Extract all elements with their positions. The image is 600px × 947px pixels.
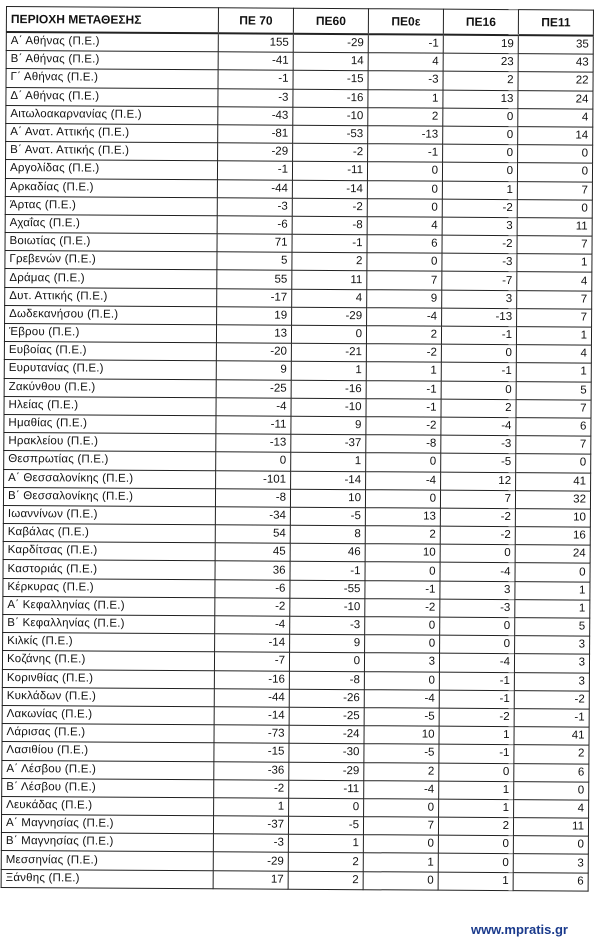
value-cell-pe11: -1 xyxy=(514,709,589,728)
value-cell-pe06: -8 xyxy=(366,435,441,454)
value-cell-pe11: 6 xyxy=(513,872,588,891)
value-cell-pe16: 1 xyxy=(439,781,514,800)
value-cell-pe70: 0 xyxy=(216,452,291,471)
value-cell-pe16: 19 xyxy=(443,35,518,54)
column-header-pe70: ΠΕ 70 xyxy=(218,8,293,34)
value-cell-pe16: -2 xyxy=(442,235,517,254)
region-cell: Κιλκίς (Π.Ε.) xyxy=(3,633,215,652)
value-cell-pe11: 22 xyxy=(518,72,593,91)
value-cell-pe60: -26 xyxy=(289,689,364,708)
value-cell-pe11: 0 xyxy=(517,163,592,182)
value-cell-pe60: 4 xyxy=(292,289,367,308)
value-cell-pe11: 2 xyxy=(514,745,589,764)
region-cell: Ζακύνθου (Π.Ε.) xyxy=(4,378,216,397)
value-cell-pe16: 2 xyxy=(441,399,516,418)
value-cell-pe11: 7 xyxy=(517,308,592,327)
value-cell-pe16: 0 xyxy=(439,763,514,782)
region-cell: Ημαθίας (Π.Ε.) xyxy=(4,414,216,433)
value-cell-pe11: 24 xyxy=(515,545,590,564)
value-cell-pe70: -8 xyxy=(215,488,290,507)
value-cell-pe70: -6 xyxy=(215,579,290,598)
value-cell-pe06: 0 xyxy=(363,835,438,854)
value-cell-pe60: 1 xyxy=(291,362,366,381)
value-cell-pe60: -1 xyxy=(292,234,367,253)
value-cell-pe16: 1 xyxy=(442,181,517,200)
value-cell-pe60: -11 xyxy=(292,162,367,181)
value-cell-pe11: 4 xyxy=(514,799,589,818)
value-cell-pe70: -25 xyxy=(216,379,291,398)
value-cell-pe16: -4 xyxy=(440,563,515,582)
region-cell: Βοιωτίας (Π.Ε.) xyxy=(5,233,217,252)
value-cell-pe60: -5 xyxy=(288,816,363,835)
value-cell-pe70: 55 xyxy=(217,270,292,289)
value-cell-pe60: -30 xyxy=(289,744,364,763)
value-cell-pe11: 5 xyxy=(515,618,590,637)
region-cell: Β΄ Ανατ. Αττικής (Π.Ε.) xyxy=(6,142,218,161)
value-cell-pe06: 9 xyxy=(367,289,442,308)
region-cell: Β΄ Μαγνησίας (Π.Ε.) xyxy=(1,833,213,852)
value-cell-pe06: 10 xyxy=(364,726,439,745)
region-cell: Δυτ. Αττικής (Π.Ε.) xyxy=(5,287,217,306)
value-cell-pe16: 2 xyxy=(443,72,518,91)
region-cell: Ευρυτανίας (Π.Ε.) xyxy=(4,360,216,379)
value-cell-pe16: -3 xyxy=(441,435,516,454)
value-cell-pe60: -10 xyxy=(291,398,366,417)
value-cell-pe16: 23 xyxy=(443,53,518,72)
value-cell-pe06: -4 xyxy=(367,308,442,327)
value-cell-pe60: -37 xyxy=(291,434,366,453)
value-cell-pe60: -21 xyxy=(291,343,366,362)
value-cell-pe11: 4 xyxy=(518,108,593,127)
value-cell-pe06: 10 xyxy=(365,544,440,563)
value-cell-pe06: -13 xyxy=(368,126,443,145)
value-cell-pe60: -29 xyxy=(289,762,364,781)
value-cell-pe11: 3 xyxy=(513,854,588,873)
region-cell: Αργολίδας (Π.Ε.) xyxy=(5,160,217,179)
value-cell-pe60: -16 xyxy=(293,89,368,108)
value-cell-pe70: -101 xyxy=(216,470,291,489)
region-cell: Α΄ Θεσσαλονίκης (Π.Ε.) xyxy=(4,469,216,488)
value-cell-pe16: 0 xyxy=(438,854,513,873)
value-cell-pe11: 6 xyxy=(516,418,591,437)
column-header-pe16: ΠΕ16 xyxy=(443,9,518,35)
value-cell-pe11: 4 xyxy=(517,272,592,291)
value-cell-pe11: 3 xyxy=(514,654,589,673)
value-cell-pe11: 1 xyxy=(515,599,590,618)
value-cell-pe11: 24 xyxy=(518,90,593,109)
value-cell-pe16: 0 xyxy=(441,344,516,363)
value-cell-pe16: 0 xyxy=(440,635,515,654)
value-cell-pe16: -13 xyxy=(442,308,517,327)
table-row xyxy=(1,869,588,891)
region-cell: Κορινθίας (Π.Ε.) xyxy=(2,669,214,688)
value-cell-pe06: -4 xyxy=(366,471,441,490)
region-cell: Καστοριάς (Π.Ε.) xyxy=(3,560,215,579)
value-cell-pe70: -73 xyxy=(214,725,289,744)
value-cell-pe70: -14 xyxy=(215,634,290,653)
value-cell-pe06: 0 xyxy=(365,562,440,581)
region-cell: Ηλείας (Π.Ε.) xyxy=(4,396,216,415)
column-header-pe06: ΠΕ0ε xyxy=(368,9,443,35)
region-cell: Μεσσηνίας (Π.Ε.) xyxy=(1,851,213,870)
value-cell-pe11: 1 xyxy=(517,254,592,273)
region-cell: Καρδίτσας (Π.Ε.) xyxy=(3,542,215,561)
value-cell-pe70: -1 xyxy=(217,161,292,180)
value-cell-pe16: 0 xyxy=(440,544,515,563)
value-cell-pe16: 3 xyxy=(442,217,517,236)
column-header-pe60: ΠΕ60 xyxy=(293,8,368,34)
region-cell: Κέρκυρας (Π.Ε.) xyxy=(3,578,215,597)
value-cell-pe16: 0 xyxy=(443,108,518,127)
value-cell-pe06: 0 xyxy=(366,453,441,472)
value-cell-pe06: -4 xyxy=(364,689,439,708)
value-cell-pe11: 0 xyxy=(515,563,590,582)
value-cell-pe11: 4 xyxy=(516,345,591,364)
value-cell-pe60: 2 xyxy=(292,253,367,272)
value-cell-pe11: 14 xyxy=(518,127,593,146)
value-cell-pe16: -7 xyxy=(442,272,517,291)
website-label: www.mpratis.gr xyxy=(470,922,568,937)
value-cell-pe16: -1 xyxy=(441,363,516,382)
value-cell-pe60: -14 xyxy=(292,180,367,199)
value-cell-pe60: -2 xyxy=(292,198,367,217)
value-cell-pe11: 7 xyxy=(517,236,592,255)
region-cell: Α΄ Ανατ. Αττικής (Π.Ε.) xyxy=(6,123,218,142)
value-cell-pe70: 9 xyxy=(216,361,291,380)
value-cell-pe60: -55 xyxy=(290,580,365,599)
value-cell-pe06: 0 xyxy=(365,635,440,654)
region-cell: Α΄ Λέσβου (Π.Ε.) xyxy=(2,760,214,779)
value-cell-pe60: 8 xyxy=(290,525,365,544)
value-cell-pe06: 0 xyxy=(363,871,438,890)
value-cell-pe70: -11 xyxy=(216,416,291,435)
value-cell-pe60: 11 xyxy=(292,271,367,290)
value-cell-pe70: -2 xyxy=(215,598,290,617)
value-cell-pe06: 1 xyxy=(368,89,443,108)
value-cell-pe16: -5 xyxy=(441,453,516,472)
value-cell-pe16: 12 xyxy=(441,472,516,491)
region-cell: Ξάνθης (Π.Ε.) xyxy=(1,869,213,888)
region-cell: Δράμας (Π.Ε.) xyxy=(5,269,217,288)
value-cell-pe11: 11 xyxy=(513,818,588,837)
value-cell-pe06: -2 xyxy=(366,417,441,436)
column-header-pe11: ΠΕ11 xyxy=(518,10,593,36)
value-cell-pe11: 43 xyxy=(518,54,593,73)
value-cell-pe06: 2 xyxy=(368,107,443,126)
value-cell-pe06: -2 xyxy=(365,599,440,618)
value-cell-pe16: -1 xyxy=(439,744,514,763)
value-cell-pe06: 0 xyxy=(365,489,440,508)
region-cell: Λακωνίας (Π.Ε.) xyxy=(2,705,214,724)
region-cell: Κοζάνης (Π.Ε.) xyxy=(2,651,214,670)
value-cell-pe16: -1 xyxy=(439,690,514,709)
value-cell-pe16: 13 xyxy=(443,90,518,109)
value-cell-pe06: 13 xyxy=(365,508,440,527)
value-cell-pe70: 17 xyxy=(213,870,288,889)
value-cell-pe06: -1 xyxy=(366,380,441,399)
value-cell-pe16: -2 xyxy=(440,508,515,527)
value-cell-pe11: 1 xyxy=(516,363,591,382)
value-cell-pe06: 0 xyxy=(364,799,439,818)
value-cell-pe70: 155 xyxy=(218,33,293,52)
value-cell-pe60: -29 xyxy=(292,307,367,326)
value-cell-pe16: -4 xyxy=(439,654,514,673)
value-cell-pe70: 45 xyxy=(215,543,290,562)
value-cell-pe70: -13 xyxy=(216,434,291,453)
value-cell-pe16: 0 xyxy=(443,144,518,163)
region-cell: Γ΄ Αθήνας (Π.Ε.) xyxy=(6,69,218,88)
value-cell-pe60: 1 xyxy=(291,453,366,472)
value-cell-pe70: -17 xyxy=(217,288,292,307)
value-cell-pe06: 0 xyxy=(364,671,439,690)
value-cell-pe60: -10 xyxy=(290,598,365,617)
value-cell-pe60: 10 xyxy=(290,489,365,508)
value-cell-pe06: 2 xyxy=(366,326,441,345)
value-cell-pe06: 7 xyxy=(363,817,438,836)
value-cell-pe60: -8 xyxy=(289,671,364,690)
value-cell-pe60: 2 xyxy=(288,871,363,890)
value-cell-pe11: 0 xyxy=(513,836,588,855)
value-cell-pe16: -1 xyxy=(439,672,514,691)
region-cell: Β΄ Λέσβου (Π.Ε.) xyxy=(2,778,214,797)
value-cell-pe60: -53 xyxy=(293,125,368,144)
value-cell-pe06: 1 xyxy=(366,362,441,381)
region-cell: Ιωαννίνων (Π.Ε.) xyxy=(3,505,215,524)
value-cell-pe11: 41 xyxy=(514,727,589,746)
value-cell-pe70: -4 xyxy=(216,398,291,417)
region-cell: Λευκάδας (Π.Ε.) xyxy=(2,796,214,815)
value-cell-pe11: 0 xyxy=(516,454,591,473)
value-cell-pe06: -5 xyxy=(364,708,439,727)
value-cell-pe70: -44 xyxy=(217,179,292,198)
value-cell-pe70: 71 xyxy=(217,234,292,253)
value-cell-pe70: -3 xyxy=(213,834,288,853)
value-cell-pe60: -11 xyxy=(289,780,364,799)
value-cell-pe60: -5 xyxy=(290,507,365,526)
value-cell-pe11: 6 xyxy=(514,763,589,782)
value-cell-pe60: 2 xyxy=(288,853,363,872)
value-cell-pe70: -3 xyxy=(218,88,293,107)
value-cell-pe16: -1 xyxy=(441,326,516,345)
value-cell-pe16: 1 xyxy=(439,726,514,745)
value-cell-pe11: 7 xyxy=(517,290,592,309)
value-cell-pe11: 7 xyxy=(517,181,592,200)
value-cell-pe06: 6 xyxy=(367,235,442,254)
value-cell-pe06: 3 xyxy=(364,653,439,672)
value-cell-pe06: -5 xyxy=(364,744,439,763)
value-cell-pe06: 0 xyxy=(365,617,440,636)
value-cell-pe11: 3 xyxy=(514,672,589,691)
region-cell: Αιτωλοακαρνανίας (Π.Ε.) xyxy=(6,105,218,124)
value-cell-pe06: -1 xyxy=(368,144,443,163)
value-cell-pe70: -14 xyxy=(214,707,289,726)
value-cell-pe06: 2 xyxy=(365,526,440,545)
value-cell-pe60: -16 xyxy=(291,380,366,399)
value-cell-pe11: 11 xyxy=(517,218,592,237)
value-cell-pe60: -3 xyxy=(290,616,365,635)
header-row xyxy=(6,7,593,36)
value-cell-pe16: -2 xyxy=(442,199,517,218)
value-cell-pe60: -8 xyxy=(292,216,367,235)
region-cell: Λάρισας (Π.Ε.) xyxy=(2,724,214,743)
value-cell-pe70: -29 xyxy=(213,852,288,871)
region-cell: Β΄ Αθήνας (Π.Ε.) xyxy=(6,51,218,70)
value-cell-pe06: -2 xyxy=(366,344,441,363)
value-cell-pe16: 0 xyxy=(440,617,515,636)
value-cell-pe06: -3 xyxy=(368,71,443,90)
region-cell: Αχαΐας (Π.Ε.) xyxy=(5,214,217,233)
region-cell: Δωδεκανήσου (Π.Ε.) xyxy=(5,305,217,324)
region-cell: Ηρακλείου (Π.Ε.) xyxy=(4,433,216,452)
value-cell-pe06: 0 xyxy=(367,162,442,181)
value-cell-pe16: 3 xyxy=(440,581,515,600)
value-cell-pe60: 0 xyxy=(291,325,366,344)
value-cell-pe60: 9 xyxy=(290,634,365,653)
value-cell-pe70: -37 xyxy=(213,816,288,835)
region-cell: Δ΄ Αθήνας (Π.Ε.) xyxy=(6,87,218,106)
value-cell-pe16: 0 xyxy=(443,126,518,145)
value-cell-pe70: -3 xyxy=(217,197,292,216)
value-cell-pe70: 5 xyxy=(217,252,292,271)
value-cell-pe06: 0 xyxy=(367,180,442,199)
value-cell-pe60: -15 xyxy=(293,71,368,90)
value-cell-pe11: 1 xyxy=(516,327,591,346)
value-cell-pe16: 0 xyxy=(442,162,517,181)
value-cell-pe70: 13 xyxy=(216,325,291,344)
value-cell-pe16: 1 xyxy=(438,872,513,891)
value-cell-pe70: 54 xyxy=(215,525,290,544)
value-cell-pe06: 2 xyxy=(364,762,439,781)
value-cell-pe11: 7 xyxy=(516,436,591,455)
value-cell-pe06: -1 xyxy=(368,34,443,53)
value-cell-pe16: -3 xyxy=(440,599,515,618)
region-cell: Θεσπρωτίας (Π.Ε.) xyxy=(4,451,216,470)
value-cell-pe60: -29 xyxy=(293,34,368,53)
value-cell-pe60: -14 xyxy=(291,471,366,490)
value-cell-pe11: 16 xyxy=(515,527,590,546)
value-cell-pe06: -1 xyxy=(365,580,440,599)
value-cell-pe70: 1 xyxy=(214,798,289,817)
value-cell-pe60: -2 xyxy=(293,143,368,162)
value-cell-pe70: -81 xyxy=(218,125,293,144)
value-cell-pe70: -36 xyxy=(214,761,289,780)
value-cell-pe60: 9 xyxy=(291,416,366,435)
value-cell-pe11: 5 xyxy=(516,381,591,400)
region-cell: Αρκαδίας (Π.Ε.) xyxy=(5,178,217,197)
value-cell-pe11: -2 xyxy=(514,690,589,709)
value-cell-pe16: -2 xyxy=(440,526,515,545)
value-cell-pe60: 0 xyxy=(289,653,364,672)
value-cell-pe06: 0 xyxy=(367,253,442,272)
value-cell-pe16: 7 xyxy=(440,490,515,509)
value-cell-pe16: 1 xyxy=(439,799,514,818)
value-cell-pe70: -29 xyxy=(218,143,293,162)
region-cell: Άρτας (Π.Ε.) xyxy=(5,196,217,215)
column-header-region: ΠΕΡΙΟΧΗ ΜΕΤΑΘΕΣΗΣ xyxy=(6,7,218,34)
value-cell-pe16: -3 xyxy=(442,253,517,272)
transfer-table xyxy=(1,6,594,891)
value-cell-pe16: -4 xyxy=(441,417,516,436)
value-cell-pe06: 4 xyxy=(367,217,442,236)
value-cell-pe60: 1 xyxy=(288,834,363,853)
region-cell: Β΄ Θεσσαλονίκης (Π.Ε.) xyxy=(3,487,215,506)
value-cell-pe16: -2 xyxy=(439,708,514,727)
value-cell-pe06: -1 xyxy=(366,398,441,417)
value-cell-pe70: -16 xyxy=(214,670,289,689)
value-cell-pe11: 0 xyxy=(518,145,593,164)
value-cell-pe70: -20 xyxy=(216,343,291,362)
value-cell-pe60: -25 xyxy=(289,707,364,726)
value-cell-pe60: -1 xyxy=(290,562,365,581)
value-cell-pe06: 7 xyxy=(367,271,442,290)
value-cell-pe70: -4 xyxy=(215,616,290,635)
value-cell-pe11: 32 xyxy=(515,490,590,509)
region-cell: Έβρου (Π.Ε.) xyxy=(4,323,216,342)
value-cell-pe06: 0 xyxy=(367,198,442,217)
region-cell: Ευβοίας (Π.Ε.) xyxy=(4,342,216,361)
value-cell-pe16: 3 xyxy=(442,290,517,309)
value-cell-pe06: 4 xyxy=(368,53,443,72)
value-cell-pe70: -44 xyxy=(214,689,289,708)
value-cell-pe70: -43 xyxy=(218,107,293,126)
region-cell: Κυκλάδων (Π.Ε.) xyxy=(2,687,214,706)
value-cell-pe70: -41 xyxy=(218,52,293,71)
value-cell-pe11: 10 xyxy=(515,508,590,527)
value-cell-pe11: 0 xyxy=(514,781,589,800)
region-cell: Γρεβενών (Π.Ε.) xyxy=(5,251,217,270)
region-cell: Λασιθίου (Π.Ε.) xyxy=(2,742,214,761)
value-cell-pe16: 0 xyxy=(441,381,516,400)
value-cell-pe06: -4 xyxy=(364,780,439,799)
value-cell-pe11: 1 xyxy=(515,581,590,600)
value-cell-pe70: -34 xyxy=(215,507,290,526)
value-cell-pe11: 3 xyxy=(515,636,590,655)
value-cell-pe70: 19 xyxy=(217,307,292,326)
value-cell-pe60: 0 xyxy=(289,798,364,817)
value-cell-pe06: 1 xyxy=(363,853,438,872)
value-cell-pe70: -6 xyxy=(217,216,292,235)
region-cell: Α΄ Αθήνας (Π.Ε.) xyxy=(6,32,218,52)
value-cell-pe60: -10 xyxy=(293,107,368,126)
value-cell-pe11: 41 xyxy=(516,472,591,491)
region-cell: Α΄ Μαγνησίας (Π.Ε.) xyxy=(1,815,213,834)
value-cell-pe60: 14 xyxy=(293,52,368,71)
value-cell-pe70: -15 xyxy=(214,743,289,762)
region-cell: Β΄ Κεφαλληνίας (Π.Ε.) xyxy=(3,614,215,633)
value-cell-pe16: 0 xyxy=(438,835,513,854)
value-cell-pe16: 2 xyxy=(438,817,513,836)
value-cell-pe11: 35 xyxy=(518,35,593,54)
region-cell: Α΄ Κεφαλληνίας (Π.Ε.) xyxy=(3,596,215,615)
value-cell-pe11: 0 xyxy=(517,199,592,218)
value-cell-pe60: -24 xyxy=(289,725,364,744)
table-body xyxy=(1,32,593,891)
value-cell-pe11: 7 xyxy=(516,399,591,418)
value-cell-pe70: 36 xyxy=(215,561,290,580)
value-cell-pe70: -1 xyxy=(218,70,293,89)
value-cell-pe70: -7 xyxy=(214,652,289,671)
region-cell: Καβάλας (Π.Ε.) xyxy=(3,524,215,543)
value-cell-pe70: -2 xyxy=(214,779,289,798)
value-cell-pe60: 46 xyxy=(290,543,365,562)
